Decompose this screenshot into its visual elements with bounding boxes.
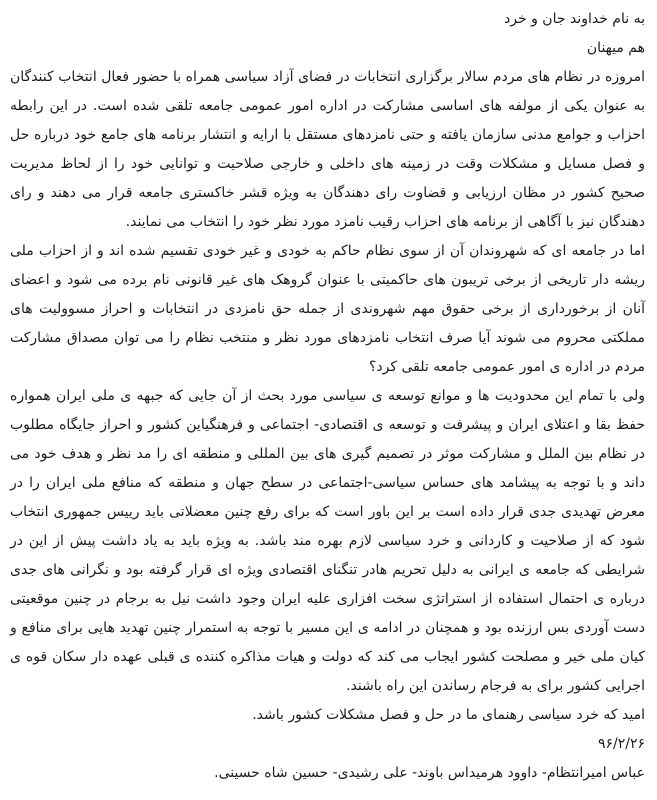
- salutation-line: هم میهنان: [586, 40, 645, 56]
- letter-paragraph: اما در جامعه ای که شهروندان آن از سوی نظام حاکم به خودی و غیر خودی تقسیم شده اند و از احزاب ملی ریشه دار تاریخی از برخی تریبون های حاکمیتی با عنوان گروهک های غیر قانونی نام برده می شود و اعضای آنان از برخورداری از برخی حقوق مهم شهروندی از جمله حق نامزدی در انتخابات و احراز مسوولیت های مملکتی محروم می شوند آیا صرف انتخاب نامزدهای مورد نظر و منتخب نظام را می توان مصداق مشارکت مردم در اداره ی امور عمومی جامعه تلقی کرد؟: [10, 243, 645, 375]
- letter-paragraph: امروزه در نظام های مردم سالار برگزاری انتخابات در فضای آزاد سیاسی همراه با حضور فعال انتخاب کنندگان به عنوان یکی از مولفه های اساسی مشارکت در اداره امور عمومی جامعه تلقی شده است. در این رابطه احزاب و جوامع مدنی سازمان یافته و حتی نامزدهای مستقل با ارایه و انتشار برنامه های جامع خود درباره حل و فصل مسایل و مشکلات وقت در زمینه های داخلی و خارجی صلاحیت و توانایی خود را از لحاظ مدیریت صحیح کشور در مظان ارزیابی و قضاوت رای دهندگان به ویژه قشر خاکستری جامعه قرار می دهند و رای دهندگان نیز با آگاهی از برنامه های احزاب رقیب نامزد مورد نظر خود را انتخاب می نمایند.: [10, 69, 645, 230]
- closing-wish-line: امید که خرد سیاسی رهنمای ما در حل و فصل مشکلات کشور باشد.: [252, 707, 645, 723]
- letter-paragraph: ولی با تمام این محدودیت ها و موانع توسعه ی سیاسی مورد بحث از آن جایی که جبهه ی ملی ایران همواره حفظ بقا و اعتلای ایران و پیشرفت و توسعه ی اقتصادی- اجتماعی و فرهنگیاین کشور و احراز جایگاه مطلوب در نظام بین الملل و مشارکت موثر در تصمیم گیری های بین المللی و منطقه ای را مد نظر و هدف خود می داند و با توجه به پیشامد های حساس سیاسی-اجتماعی در سطح جهان و منطقه که منافع ملی ایران را در معرض تهدیدی جدی قرار داده است بر این باور است که برای رفع چنین معضلاتی باید رییس جمهوری انتخاب شود که از صلاحیت و کاردانی و خرد سیاسی لازم بهره مند باشد. به ویژه باید به یاد داشت پیش از این در شرایطی که جامعه ی ایرانی به دلیل تحریم هادر تنگنای اقتصادی ویژه ای قرار گرفته بود و نگرانی های جدی درباره ی احتمال استفاده از استراتژی سخت افزاری علیه ایران وجود داشت نیل به برجام در چنین موقعیتی دست آوردی بس ارزنده بود و همچنان در ادامه ی این مسیر با توجه به استمرار چنین تهدید هایی برای منافع و کیان ملی خیر و مصلحت کشور ایجاب می کند که دولت و هیات مذاکره کننده ی قبلی عهده دار سکان قوه ی اجرایی کشور برای به فرجام رساندن این راه باشند.: [10, 388, 645, 694]
- signatories-line: عباس امیرانتظام- داوود هرمیداس باوند- علی رشیدی- حسین شاه حسینی.: [214, 765, 645, 781]
- bismillah-line: به نام خداوند جان و خرد: [504, 11, 645, 27]
- date-line: ۹۶/۲/۲۶: [597, 736, 645, 752]
